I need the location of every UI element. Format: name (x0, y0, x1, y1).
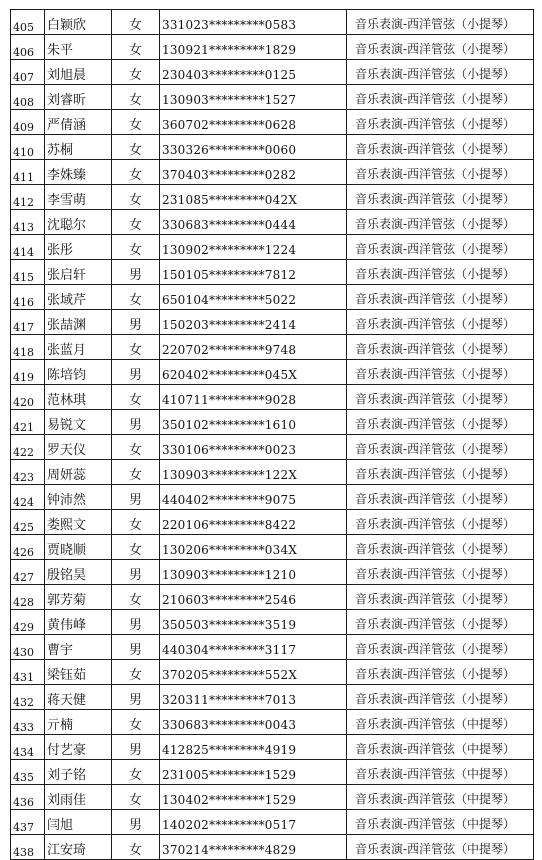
student-name: 梁钰茹 (45, 660, 112, 685)
row-number: 414 (11, 235, 45, 260)
student-major: 音乐表演-西洋管弦（小提琴） (347, 235, 534, 260)
student-major: 音乐表演-西洋管弦（小提琴） (347, 410, 534, 435)
student-id-number: 150203*********2414 (160, 310, 347, 335)
student-id-number: 231085*********042X (160, 185, 347, 210)
student-id-number: 130402*********1529 (160, 785, 347, 810)
row-number: 415 (11, 260, 45, 285)
student-gender: 女 (112, 10, 160, 35)
student-name: 严倩涵 (45, 110, 112, 135)
student-name: 亓楠 (45, 710, 112, 735)
student-gender: 男 (112, 485, 160, 510)
student-id-number: 370403*********0282 (160, 160, 347, 185)
student-major: 音乐表演-西洋管弦（小提琴） (347, 10, 534, 35)
table-row (11, 835, 534, 860)
student-gender: 女 (112, 385, 160, 410)
student-name: 闫旭 (45, 810, 112, 835)
student-gender: 女 (112, 85, 160, 110)
row-number: 428 (11, 585, 45, 610)
row-number: 409 (11, 110, 45, 135)
student-gender: 男 (112, 610, 160, 635)
student-name: 曹宇 (45, 635, 112, 660)
table-row (11, 710, 534, 735)
row-number: 418 (11, 335, 45, 360)
student-id-number: 230403*********0125 (160, 60, 347, 85)
student-name: 罗天仪 (45, 435, 112, 460)
student-major: 音乐表演-西洋管弦（小提琴） (347, 510, 534, 535)
student-major: 音乐表演-西洋管弦（小提琴） (347, 385, 534, 410)
student-id-number: 320311*********7013 (160, 685, 347, 710)
student-id-number: 220702*********9748 (160, 335, 347, 360)
student-name: 张喆渊 (45, 310, 112, 335)
student-name: 郭芳菊 (45, 585, 112, 610)
student-gender: 男 (112, 685, 160, 710)
student-major: 音乐表演-西洋管弦（中提琴） (347, 785, 534, 810)
table-row (11, 460, 534, 485)
student-id-number: 150105*********7812 (160, 260, 347, 285)
row-number: 434 (11, 735, 45, 760)
student-name: 张启轩 (45, 260, 112, 285)
student-name: 李姝臻 (45, 160, 112, 185)
student-major: 音乐表演-西洋管弦（小提琴） (347, 135, 534, 160)
row-number: 419 (11, 360, 45, 385)
student-major: 音乐表演-西洋管弦（小提琴） (347, 85, 534, 110)
student-major: 音乐表演-西洋管弦（小提琴） (347, 535, 534, 560)
student-name: 娄熙文 (45, 510, 112, 535)
student-id-number: 350503*********3519 (160, 610, 347, 635)
student-name: 贾晓顺 (45, 535, 112, 560)
student-major: 音乐表演-西洋管弦（小提琴） (347, 260, 534, 285)
row-number: 417 (11, 310, 45, 335)
student-gender: 女 (112, 135, 160, 160)
student-name: 殷铭昊 (45, 560, 112, 585)
student-gender: 女 (112, 60, 160, 85)
student-id-number: 330683*********0444 (160, 210, 347, 235)
student-id-number: 130903*********1210 (160, 560, 347, 585)
table-row (11, 485, 534, 510)
student-name: 黄伟峰 (45, 610, 112, 635)
student-name: 刘睿昕 (45, 85, 112, 110)
student-id-number: 130921*********1829 (160, 35, 347, 60)
student-gender: 女 (112, 110, 160, 135)
student-gender: 女 (112, 435, 160, 460)
row-number: 416 (11, 285, 45, 310)
table-row (11, 185, 534, 210)
student-gender: 女 (112, 660, 160, 685)
student-major: 音乐表演-西洋管弦（小提琴） (347, 560, 534, 585)
student-id-number: 440402*********9075 (160, 485, 347, 510)
student-major: 音乐表演-西洋管弦（中提琴） (347, 735, 534, 760)
table-row (11, 210, 534, 235)
student-major: 音乐表演-西洋管弦（中提琴） (347, 760, 534, 785)
table-row (11, 660, 534, 685)
student-major: 音乐表演-西洋管弦（小提琴） (347, 210, 534, 235)
table-row (11, 160, 534, 185)
student-name: 刘旭晨 (45, 60, 112, 85)
student-name: 范林琪 (45, 385, 112, 410)
student-major: 音乐表演-西洋管弦（小提琴） (347, 360, 534, 385)
table-row (11, 760, 534, 785)
student-gender: 女 (112, 585, 160, 610)
student-name: 陈培钧 (45, 360, 112, 385)
student-gender: 女 (112, 460, 160, 485)
student-major: 音乐表演-西洋管弦（小提琴） (347, 310, 534, 335)
student-gender: 男 (112, 810, 160, 835)
student-name: 付艺豪 (45, 735, 112, 760)
student-gender: 女 (112, 160, 160, 185)
student-gender: 女 (112, 235, 160, 260)
row-number: 410 (11, 135, 45, 160)
student-name: 张蓝月 (45, 335, 112, 360)
row-number: 411 (11, 160, 45, 185)
student-major: 音乐表演-西洋管弦（小提琴） (347, 635, 534, 660)
student-gender: 女 (112, 210, 160, 235)
student-gender: 男 (112, 635, 160, 660)
row-number: 431 (11, 660, 45, 685)
row-number: 427 (11, 560, 45, 585)
student-id-number: 412825*********4919 (160, 735, 347, 760)
table-row (11, 260, 534, 285)
student-id-number: 330683*********0043 (160, 710, 347, 735)
student-id-number: 410711*********9028 (160, 385, 347, 410)
student-id-number: 220106*********8422 (160, 510, 347, 535)
table-row (11, 285, 534, 310)
student-id-number: 130206*********034X (160, 535, 347, 560)
row-number: 435 (11, 760, 45, 785)
row-number: 413 (11, 210, 45, 235)
student-major: 音乐表演-西洋管弦（小提琴） (347, 460, 534, 485)
table-row (11, 610, 534, 635)
table-row (11, 635, 534, 660)
table-row (11, 310, 534, 335)
student-gender: 男 (112, 260, 160, 285)
table-row (11, 335, 534, 360)
table-row (11, 510, 534, 535)
table-row (11, 410, 534, 435)
student-id-number: 370205*********552X (160, 660, 347, 685)
table-row (11, 810, 534, 835)
student-major: 音乐表演-西洋管弦（小提琴） (347, 660, 534, 685)
student-name: 周妍蕊 (45, 460, 112, 485)
student-id-number: 130902*********1224 (160, 235, 347, 260)
row-number: 423 (11, 460, 45, 485)
student-major: 音乐表演-西洋管弦（小提琴） (347, 585, 534, 610)
table-row (11, 685, 534, 710)
table-row (11, 35, 534, 60)
table-row (11, 360, 534, 385)
student-id-number: 620402*********045X (160, 360, 347, 385)
student-id-number: 130903*********1527 (160, 85, 347, 110)
student-gender: 女 (112, 835, 160, 860)
student-gender: 女 (112, 535, 160, 560)
row-number: 426 (11, 535, 45, 560)
row-number: 425 (11, 510, 45, 535)
student-id-number: 370214*********4829 (160, 835, 347, 860)
student-id-number: 330326*********0060 (160, 135, 347, 160)
student-gender: 男 (112, 735, 160, 760)
student-gender: 男 (112, 410, 160, 435)
student-roster-table (10, 9, 534, 860)
student-major: 音乐表演-西洋管弦（小提琴） (347, 185, 534, 210)
student-name: 朱平 (45, 35, 112, 60)
table-row (11, 110, 534, 135)
student-id-number: 650104*********5022 (160, 285, 347, 310)
table-row (11, 235, 534, 260)
student-major: 音乐表演-西洋管弦（小提琴） (347, 60, 534, 85)
student-major: 音乐表演-西洋管弦（小提琴） (347, 485, 534, 510)
student-name: 刘子铭 (45, 760, 112, 785)
student-id-number: 331023*********0583 (160, 10, 347, 35)
student-id-number: 350102*********1610 (160, 410, 347, 435)
table-row (11, 535, 534, 560)
row-number: 436 (11, 785, 45, 810)
table-row (11, 85, 534, 110)
row-number: 438 (11, 835, 45, 860)
student-major: 音乐表演-西洋管弦（小提琴） (347, 160, 534, 185)
student-major: 音乐表演-西洋管弦（小提琴） (347, 435, 534, 460)
row-number: 405 (11, 10, 45, 35)
student-major: 音乐表演-西洋管弦（小提琴） (347, 35, 534, 60)
student-gender: 女 (112, 335, 160, 360)
student-major: 音乐表演-西洋管弦（中提琴） (347, 710, 534, 735)
student-major: 音乐表演-西洋管弦（小提琴） (347, 610, 534, 635)
student-major: 音乐表演-西洋管弦（小提琴） (347, 335, 534, 360)
student-gender: 女 (112, 710, 160, 735)
student-id-number: 130903*********122X (160, 460, 347, 485)
student-gender: 女 (112, 285, 160, 310)
student-major: 音乐表演-西洋管弦（小提琴） (347, 110, 534, 135)
student-gender: 男 (112, 360, 160, 385)
table-row (11, 385, 534, 410)
table-row (11, 785, 534, 810)
row-number: 407 (11, 60, 45, 85)
student-name: 蒋天健 (45, 685, 112, 710)
table-row (11, 435, 534, 460)
row-number: 433 (11, 710, 45, 735)
table-row (11, 735, 534, 760)
student-name: 江安琦 (45, 835, 112, 860)
roster-sheet (10, 9, 533, 860)
student-name: 钟沛然 (45, 485, 112, 510)
student-gender: 女 (112, 760, 160, 785)
row-number: 432 (11, 685, 45, 710)
student-gender: 男 (112, 310, 160, 335)
student-name: 李雪萌 (45, 185, 112, 210)
roster-body (11, 10, 534, 860)
student-gender: 女 (112, 185, 160, 210)
student-name: 白颖欣 (45, 10, 112, 35)
student-id-number: 210603*********2546 (160, 585, 347, 610)
row-number: 422 (11, 435, 45, 460)
table-row (11, 135, 534, 160)
student-major: 音乐表演-西洋管弦（小提琴） (347, 685, 534, 710)
student-major: 音乐表演-西洋管弦（中提琴） (347, 835, 534, 860)
student-id-number: 231005*********1529 (160, 760, 347, 785)
student-id-number: 440304*********3117 (160, 635, 347, 660)
student-name: 张域芹 (45, 285, 112, 310)
student-gender: 男 (112, 560, 160, 585)
row-number: 408 (11, 85, 45, 110)
row-number: 430 (11, 635, 45, 660)
row-number: 424 (11, 485, 45, 510)
row-number: 437 (11, 810, 45, 835)
student-id-number: 140202*********0517 (160, 810, 347, 835)
student-name: 张彤 (45, 235, 112, 260)
row-number: 429 (11, 610, 45, 635)
student-name: 苏桐 (45, 135, 112, 160)
student-gender: 女 (112, 35, 160, 60)
table-row (11, 10, 534, 35)
row-number: 406 (11, 35, 45, 60)
row-number: 421 (11, 410, 45, 435)
table-row (11, 60, 534, 85)
student-gender: 女 (112, 785, 160, 810)
student-id-number: 330106*********0023 (160, 435, 347, 460)
student-id-number: 360702*********0628 (160, 110, 347, 135)
student-major: 音乐表演-西洋管弦（中提琴） (347, 810, 534, 835)
student-name: 刘雨佳 (45, 785, 112, 810)
row-number: 412 (11, 185, 45, 210)
student-gender: 女 (112, 510, 160, 535)
row-number: 420 (11, 385, 45, 410)
student-major: 音乐表演-西洋管弦（小提琴） (347, 285, 534, 310)
table-row (11, 585, 534, 610)
student-name: 易锐文 (45, 410, 112, 435)
table-row (11, 560, 534, 585)
student-name: 沈聪尔 (45, 210, 112, 235)
